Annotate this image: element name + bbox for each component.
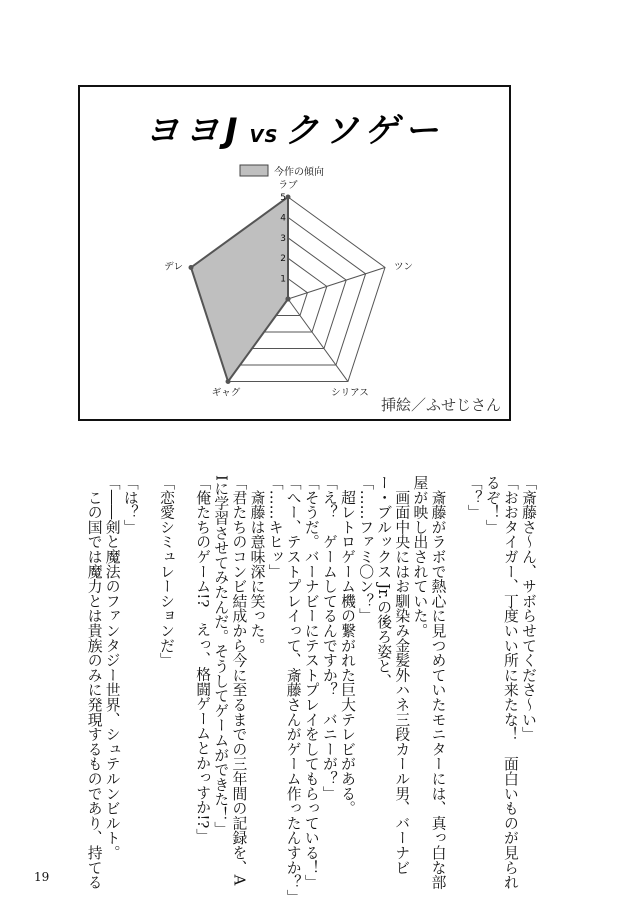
radar-category-label: ツン bbox=[394, 261, 414, 273]
text-line: 斎藤は意味深に笑った。 bbox=[248, 475, 266, 653]
text-line: 「……キヒッ」 bbox=[266, 475, 284, 579]
radar-category-label: シリアス bbox=[331, 387, 369, 399]
radar-tick-label: 1 bbox=[280, 274, 286, 285]
radar-axis-line bbox=[288, 267, 385, 299]
title-left: ヨヨJ bbox=[144, 111, 244, 151]
radar-category-label: ギャグ bbox=[211, 387, 241, 399]
radar-series-area bbox=[191, 197, 288, 382]
illustration-figure bbox=[78, 85, 511, 421]
text-line: 「君たちのコンビ結成から今に至るまでの三年間の記録を、A bbox=[230, 475, 248, 886]
text-line: 「――剣と魔法のファンタジー世界、シュテルンビルト。 bbox=[103, 475, 121, 860]
text-line: 画面中央にはお馴染み金髪外ハネ三段カール男、バーナビ bbox=[393, 475, 411, 875]
title-right: クソゲー bbox=[284, 111, 445, 151]
text-line: 「おおタイガー、丁度いい所に来たな！ 面白いものが見られ bbox=[501, 475, 519, 890]
radar-data-point bbox=[286, 195, 291, 200]
radar-tick-label: 3 bbox=[280, 233, 286, 244]
text-line: 「俺たちのゲーム!? えっ、格闘ゲームとかっすか!?」 bbox=[194, 475, 212, 844]
text-line: 斎藤がラボで熱心に見つめていたモニターには、真っ白な部 bbox=[429, 475, 447, 890]
text-line: 「へー、テストプレイって、斎藤さんがゲーム作ったんすか？」 bbox=[284, 475, 302, 904]
legend-label: 今作の傾向 bbox=[274, 167, 324, 178]
legend-swatch bbox=[240, 165, 268, 176]
radar-tick-label: 2 bbox=[280, 254, 286, 265]
text-line: 「そうだ。バーナビーにテストプレイをしてもらっている！」 bbox=[302, 475, 320, 890]
text-line: ー・ブルックス Jr.の後ろ姿と、 bbox=[375, 475, 393, 689]
radar-axis-line bbox=[288, 299, 348, 382]
text-line: 「恋愛シミュレーションだ」 bbox=[158, 475, 175, 668]
text-line: 「？」 bbox=[465, 475, 483, 520]
page-number: 19 bbox=[34, 870, 50, 884]
radar-data-point bbox=[226, 379, 231, 384]
radar-tick-label: 5 bbox=[280, 193, 286, 203]
title-vs: VS bbox=[249, 126, 279, 147]
text-line: 「え？ ゲームしてるんですか？ バニーが？」 bbox=[320, 475, 338, 801]
text-line: 「斎藤さ〜ん、サボらせてくださ〜い」 bbox=[520, 475, 537, 742]
text-line: 超レトロゲーム機の繋がれた巨大テレビがある。 bbox=[339, 475, 356, 816]
radar-chart bbox=[80, 87, 509, 419]
radar-tick-label: 4 bbox=[280, 213, 286, 224]
text-line: 「……ファミ〇ン？」 bbox=[357, 475, 375, 623]
radar-data-point bbox=[286, 297, 291, 302]
text-line: この国では魔力とは貴族のみに発現するものであり、持てる bbox=[85, 475, 103, 890]
radar-category-label: デレ bbox=[164, 261, 183, 273]
text-line: 「は？」 bbox=[121, 475, 139, 535]
text-line: るぞ！」 bbox=[483, 475, 501, 535]
text-line: 屋が映し出されていた。 bbox=[411, 475, 429, 638]
text-line: Iに学習させてみたんだ。そうしてゲームができた！」 bbox=[212, 475, 230, 837]
illustration-credit: 挿絵／ふせじさん bbox=[380, 396, 501, 414]
radar-category-label: ラブ bbox=[278, 180, 298, 191]
radar-data-point bbox=[188, 265, 193, 270]
